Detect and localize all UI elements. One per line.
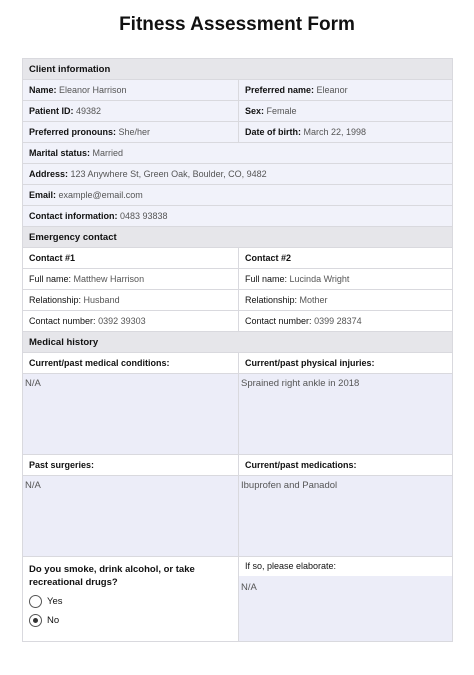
section-client-information: Client information <box>23 59 452 80</box>
contact-1-number-label: Contact number: <box>29 316 96 326</box>
row-contact-names <box>23 269 452 290</box>
section-emergency-contact: Emergency contact <box>23 227 452 248</box>
address-field[interactable] <box>23 164 452 184</box>
contact-info-value: 0483 93838 <box>120 211 168 221</box>
row-surgeries-heads <box>23 455 452 476</box>
option-yes-label: Yes <box>47 596 63 607</box>
surgeries-label: Past surgeries: <box>23 455 239 475</box>
email-value: example@email.com <box>58 190 143 200</box>
contact-2-relationship-value: Mother <box>299 295 328 305</box>
contact-2-number-value: 0399 28374 <box>314 316 362 326</box>
email-label: Email: <box>29 190 57 200</box>
option-no[interactable] <box>29 614 238 627</box>
contact-1-number-field[interactable] <box>23 311 239 331</box>
contact-2-number-field[interactable] <box>239 311 452 331</box>
row-contact <box>23 206 452 227</box>
row-contact-relationships <box>23 290 452 311</box>
conditions-field[interactable]: N/A <box>23 374 239 454</box>
contact-1-number-value: 0392 39303 <box>98 316 146 326</box>
row-address <box>23 164 452 185</box>
medications-label: Current/past medications: <box>239 455 452 475</box>
marital-field[interactable] <box>23 143 452 163</box>
substances-question: Do you smoke, drink alcohol, or take recreational drugs? <box>29 564 195 588</box>
patient-id-label: Patient ID: <box>29 106 74 116</box>
contact-1-relationship-label: Relationship: <box>29 295 82 305</box>
contact-1-relationship-value: Husband <box>83 295 120 305</box>
contact-1-name-value: Matthew Harrison <box>73 274 145 284</box>
name-label: Name: <box>29 85 57 95</box>
radio-no-icon[interactable] <box>29 614 42 627</box>
substances-question-block <box>23 557 239 641</box>
name-field[interactable] <box>23 80 239 100</box>
contact-1-name-field[interactable] <box>23 269 239 289</box>
preferred-name-label: Preferred name: <box>245 85 315 95</box>
row-conditions-heads <box>23 353 452 374</box>
contact-info-label: Contact information: <box>29 211 118 221</box>
address-label: Address: <box>29 169 69 179</box>
email-field[interactable] <box>23 185 452 205</box>
marital-value: Married <box>92 148 124 158</box>
contact-2-name-field[interactable] <box>239 269 452 289</box>
row-contact-heads <box>23 248 452 269</box>
form-title: Fitness Assessment Form <box>119 14 355 35</box>
contact-2-heading: Contact #2 <box>239 248 452 268</box>
row-pronouns <box>23 122 452 143</box>
preferred-name-value: Eleanor <box>316 85 348 95</box>
row-contact-numbers <box>23 311 452 332</box>
pronouns-value: She/her <box>118 127 151 137</box>
conditions-label: Current/past medical conditions: <box>23 353 239 373</box>
medications-field[interactable]: Ibuprofen and Panadol <box>239 476 452 556</box>
fitness-form <box>22 58 453 642</box>
row-surgeries-values <box>23 476 452 557</box>
sex-value: Female <box>266 106 297 116</box>
dob-label: Date of birth: <box>245 127 301 137</box>
injuries-field[interactable]: Sprained right ankle in 2018 <box>239 374 452 454</box>
row-email <box>23 185 452 206</box>
contact-1-name-label: Full name: <box>29 274 72 284</box>
contact-1-relationship-field[interactable] <box>23 290 239 310</box>
pronouns-label: Preferred pronouns: <box>29 127 117 137</box>
row-marital <box>23 143 452 164</box>
injuries-label: Current/past physical injuries: <box>239 353 452 373</box>
preferred-name-field[interactable] <box>239 80 452 100</box>
contact-2-relationship-label: Relationship: <box>245 295 298 305</box>
elaborate-field[interactable]: N/A <box>239 576 452 641</box>
row-patient-id <box>23 101 452 122</box>
patient-id-field[interactable] <box>23 101 239 121</box>
contact-info-field[interactable] <box>23 206 452 226</box>
patient-id-value: 49382 <box>76 106 102 116</box>
row-name <box>23 80 452 101</box>
row-substances <box>23 557 452 641</box>
surgeries-field[interactable]: N/A <box>23 476 239 556</box>
contact-2-relationship-field[interactable] <box>239 290 452 310</box>
address-value: 123 Anywhere St, Green Oak, Boulder, CO, 9482 <box>70 169 267 179</box>
contact-1-heading: Contact #1 <box>23 248 239 268</box>
section-medical-history: Medical history <box>23 332 452 353</box>
marital-label: Marital status: <box>29 148 91 158</box>
elaborate-label: If so, please elaborate: <box>239 557 452 576</box>
pronouns-field[interactable] <box>23 122 239 142</box>
contact-2-number-label: Contact number: <box>245 316 312 326</box>
elaborate-block <box>239 557 452 641</box>
sex-field[interactable] <box>239 101 452 121</box>
contact-2-name-value: Lucinda Wright <box>289 274 350 284</box>
sex-label: Sex: <box>245 106 265 116</box>
dob-value: March 22, 1998 <box>303 127 367 137</box>
option-yes[interactable] <box>29 595 238 608</box>
name-value: Eleanor Harrison <box>59 85 127 95</box>
row-conditions-values <box>23 374 452 455</box>
dob-field[interactable] <box>239 122 452 142</box>
contact-2-name-label: Full name: <box>245 274 288 284</box>
radio-yes-icon[interactable] <box>29 595 42 608</box>
option-no-label: No <box>47 615 60 626</box>
